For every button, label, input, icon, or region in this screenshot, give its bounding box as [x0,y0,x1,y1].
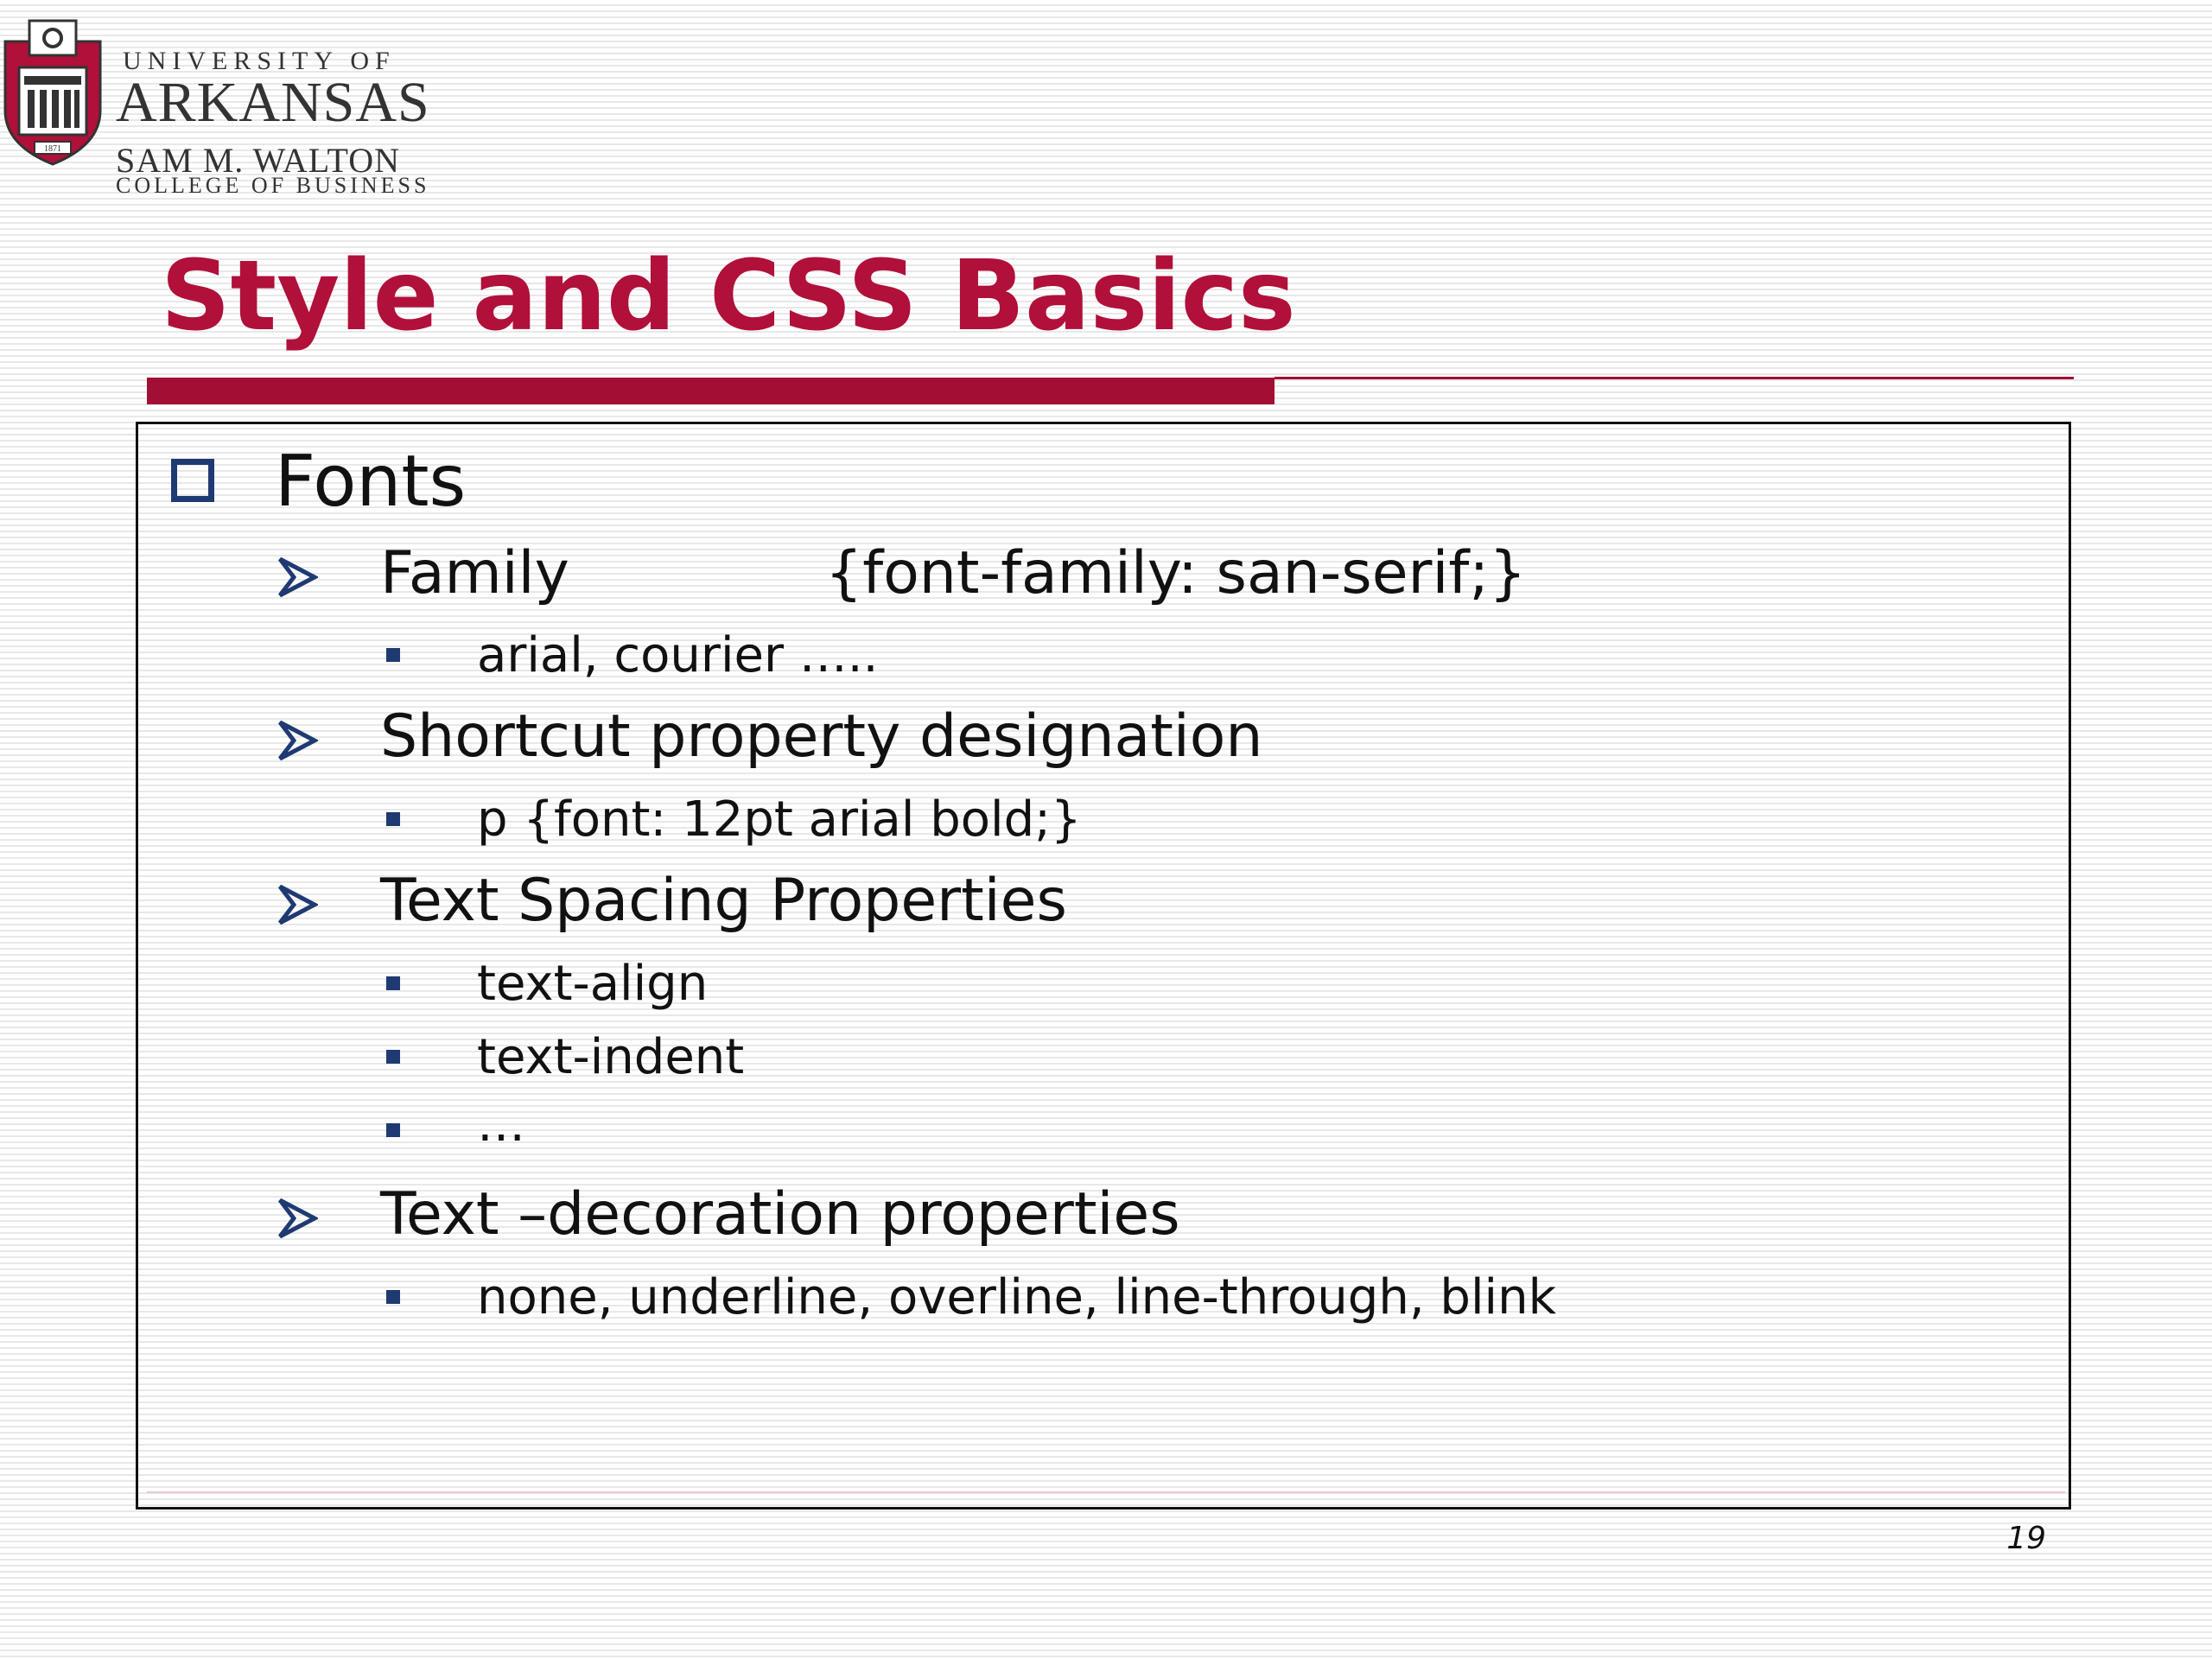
heading-fonts: Fonts [275,441,467,523]
arrow-bullet-icon [276,1197,318,1240]
item-shortcut: Shortcut property designation [380,702,1263,771]
item-text-spacing: Text Spacing Properties [380,867,1067,935]
subitem-ellipsis: … [477,1096,525,1153]
item-family: Family [380,539,569,607]
subitem-arial-courier: arial, courier ….. [477,627,879,683]
square-bullet-icon [386,976,400,990]
square-bullet-icon [386,1050,400,1064]
square-bullet-icon [386,1123,400,1137]
square-bullet-icon [386,648,400,662]
university-crest-icon [0,16,105,166]
title-underline-thin [1274,377,2074,379]
university-logo [0,16,430,198]
page-number: 19 [2006,1521,2046,1556]
content-box [136,422,2071,1510]
square-bullet-icon [386,812,400,826]
arrow-bullet-icon [276,883,318,926]
logo-line-arkansas: ARKANSAS [116,71,430,134]
footer-divider [147,1491,2065,1493]
subitem-font-shortcut: p {font: 12pt arial bold;} [477,791,1082,848]
seal-year: 1871 [44,144,61,154]
hollow-square-bullet-icon [171,459,214,502]
item-family-code: {font-family: san-serif;} [825,539,1527,607]
logo-line-college: COLLEGE OF BUSINESS [116,173,430,198]
logo-line-university: UNIVERSITY OF [123,47,396,75]
logo-line-walton: SAM M. WALTON [116,141,400,180]
arrow-bullet-icon [276,719,318,762]
subitem-text-align: text-align [477,956,709,1012]
subitem-text-indent: text-indent [477,1029,745,1085]
item-text-decoration: Text –decoration properties [380,1180,1180,1249]
arrow-bullet-icon [276,556,318,599]
subitem-decoration-values: none, underline, overline, line-through, blink [477,1269,1557,1325]
title-underline-thick [147,378,1274,404]
square-bullet-icon [386,1290,400,1304]
slide-title: Style and CSS Basics [161,240,1296,353]
